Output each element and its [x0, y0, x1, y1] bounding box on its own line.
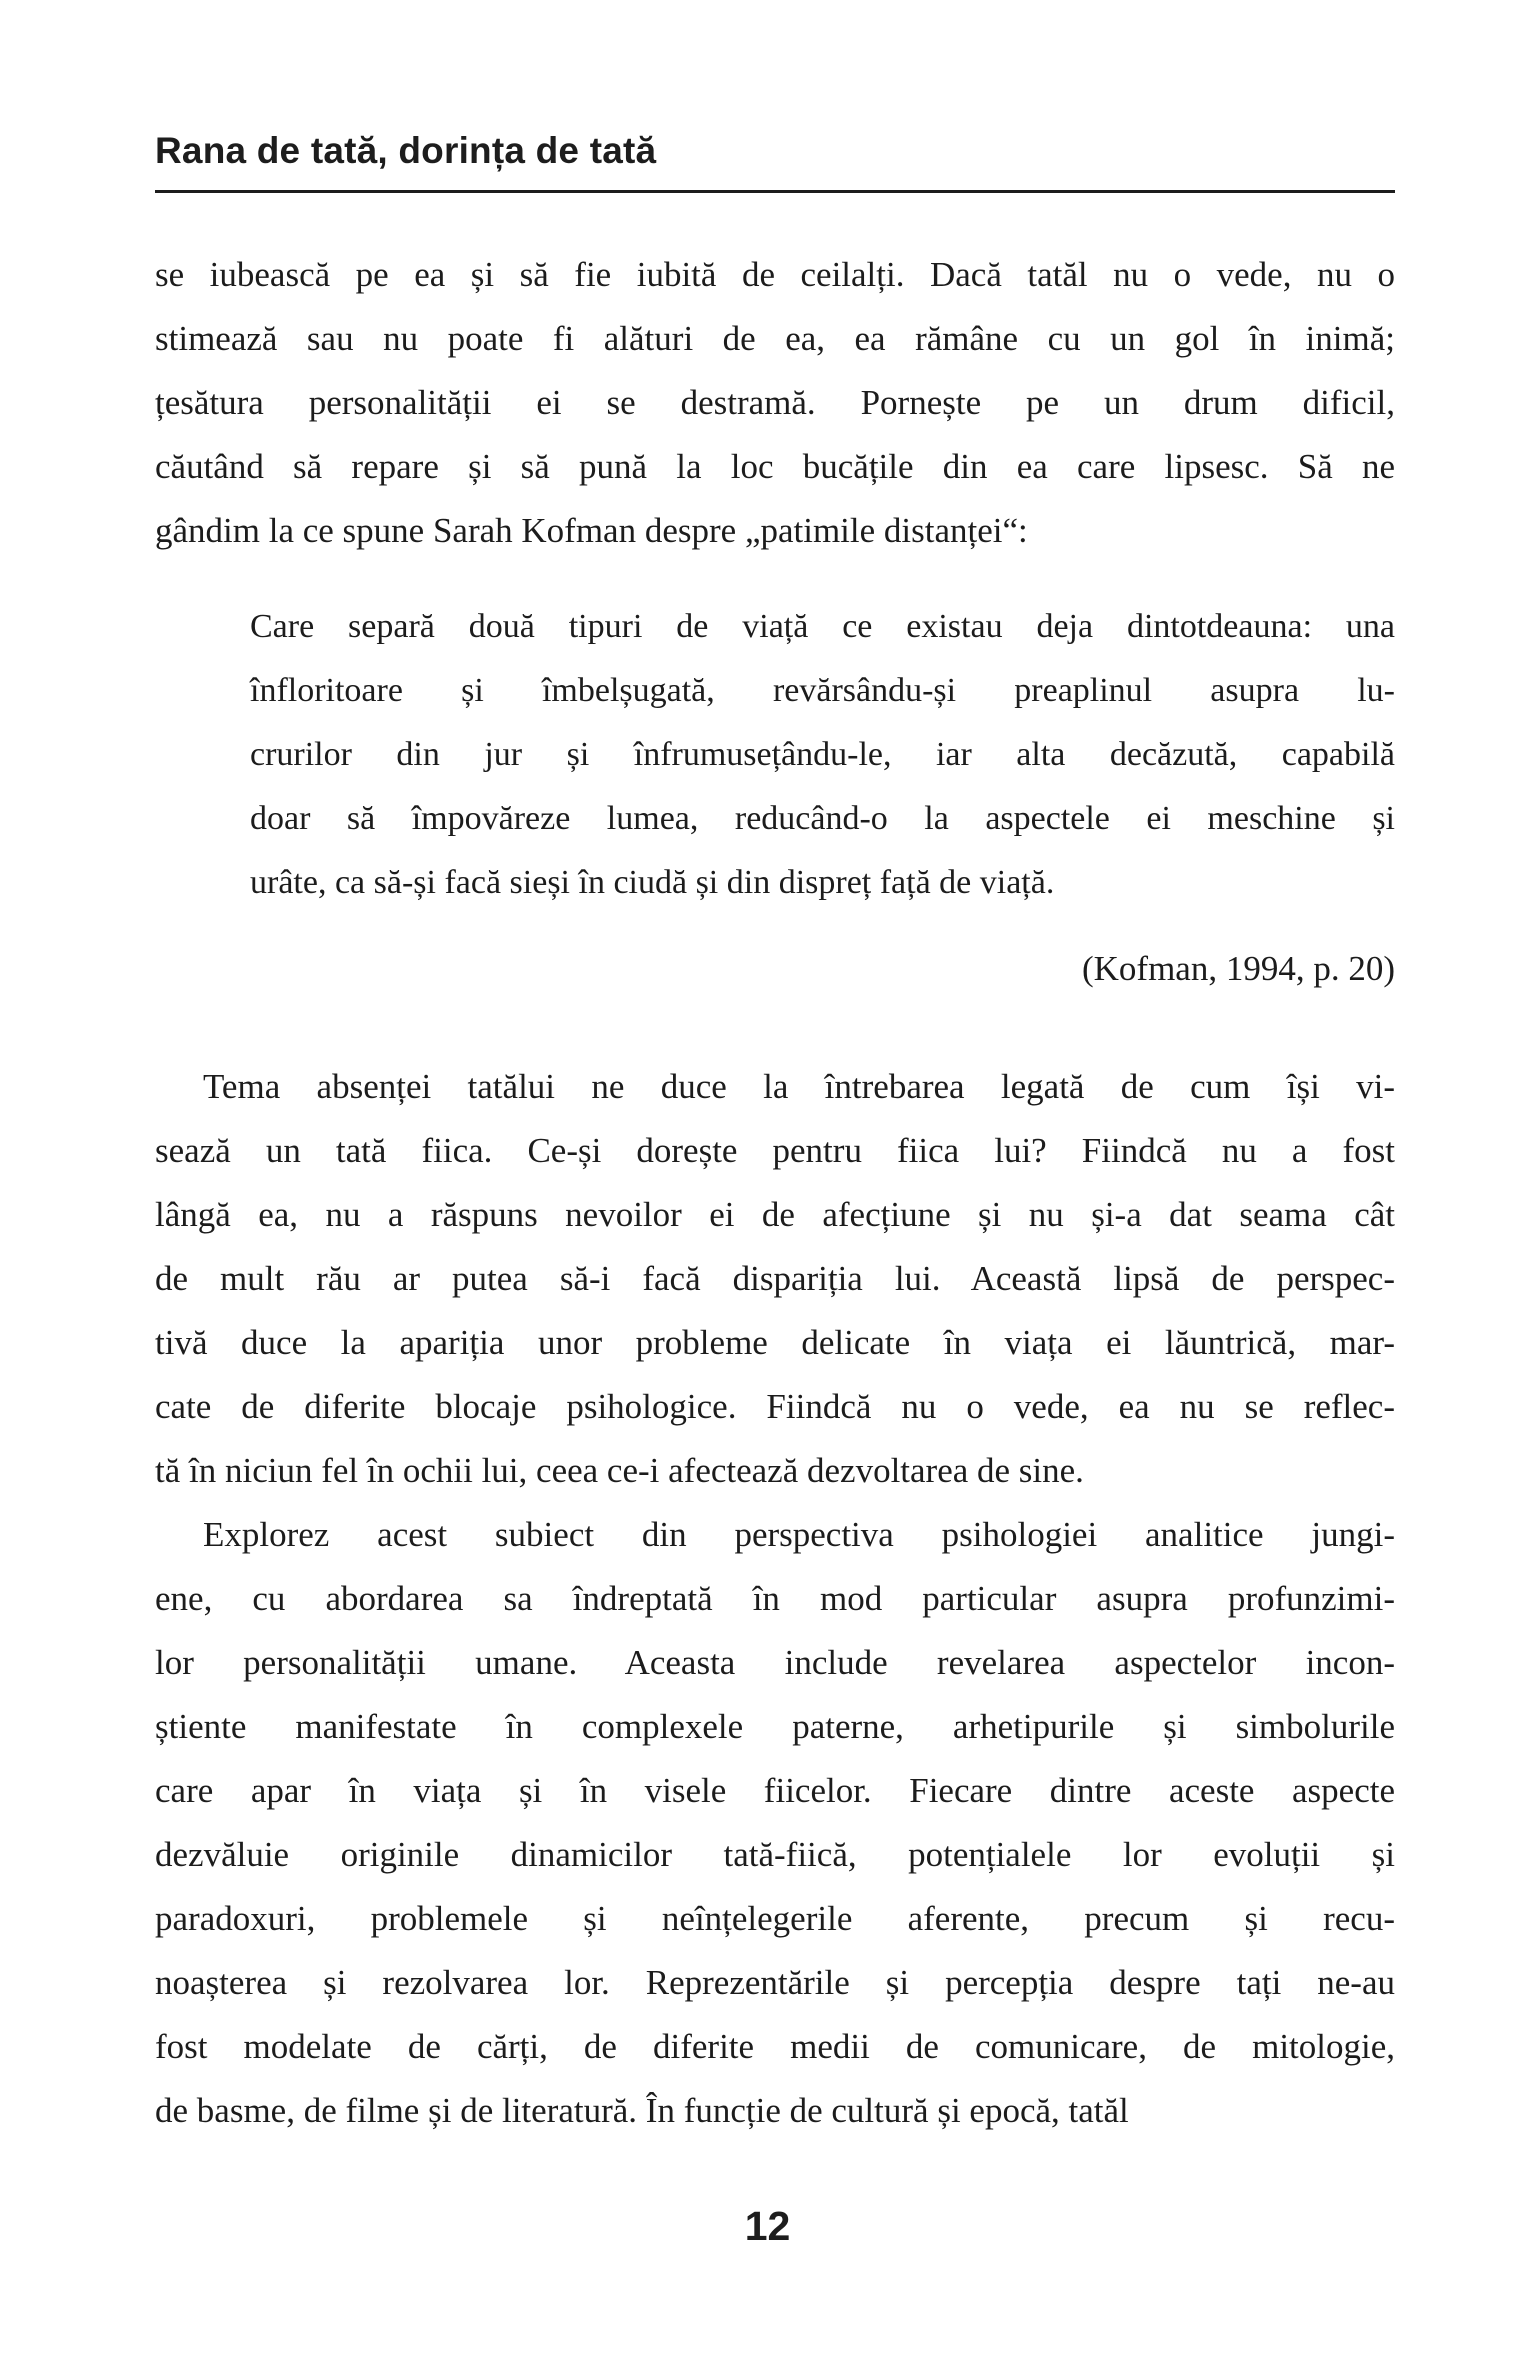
page-body	[155, 243, 1395, 2143]
text-line: (Kofman, 1994, p. 20)	[1081, 949, 1395, 988]
header-rule	[155, 190, 1395, 193]
text-line: Tema absenței tatălui ne duce la întrebarea legată de cum își vi-	[203, 1067, 1395, 1106]
text-line: lângă ea, nu a răspuns nevoilor ei de afecțiune și nu și-a dat seama cât	[155, 1195, 1395, 1234]
body-paragraph	[155, 1503, 1395, 2143]
text-line: ene, cu abordarea sa îndreptată în mod particular asupra profunzimi-	[155, 1579, 1395, 1618]
running-header: Rana de tată, dorința de tată	[155, 130, 657, 171]
text-line: tivă duce la apariția unor probleme delicate în viața ei lăuntrică, mar-	[155, 1323, 1395, 1362]
text-line: știente manifestate în complexele paterne, arhetipurile și simbolurile	[155, 1707, 1395, 1746]
text-line: gândim la ce spune Sarah Kofman despre „patimile distanței“:	[155, 511, 1028, 550]
text-line: înfloritoare și îmbelșugată, revărsându-și preaplinul asupra lu-	[250, 672, 1395, 709]
text-line: sează un tată fiica. Ce-și dorește pentru fiica lui? Fiindcă nu a fost	[155, 1131, 1395, 1170]
text-line: de mult rău ar putea să-i facă dispariția lui. Această lipsă de perspec-	[155, 1259, 1395, 1298]
text-line: stimează sau nu poate fi alături de ea, ea rămâne cu un gol în inimă;	[155, 319, 1395, 358]
text-line: doar să împovăreze lumea, reducând-o la aspectele ei meschine și	[250, 800, 1395, 837]
body-paragraph	[155, 1055, 1395, 1503]
text-line: țesătura personalității ei se destramă. Pornește pe un drum dificil,	[155, 383, 1395, 422]
block-quote	[250, 595, 1395, 915]
text-line: Care separă două tipuri de viață ce existau deja dintotdeauna: una	[250, 608, 1395, 645]
text-line: cate de diferite blocaje psihologice. Fiindcă nu o vede, ea nu se reflec-	[155, 1387, 1395, 1426]
text-line: paradoxuri, problemele și neînțelegerile aferente, precum și recu-	[155, 1899, 1395, 1938]
text-line: urâte, ca să-și facă sieși în ciudă și din dispreț față de viață.	[250, 864, 1055, 901]
text-line: crurilor din jur și înfrumusețându-le, iar alta decăzută, capabilă	[250, 736, 1395, 773]
text-line: lor personalității umane. Aceasta include revelarea aspectelor incon-	[155, 1643, 1395, 1682]
text-line: se iubească pe ea și să fie iubită de ceilalți. Dacă tatăl nu o vede, nu o	[155, 255, 1395, 294]
text-line: căutând să repare și să pună la loc bucățile din ea care lipsesc. Să ne	[155, 447, 1395, 486]
text-line: noașterea și rezolvarea lor. Reprezentările și percepția despre tați ne-au	[155, 1963, 1395, 2002]
text-line: care apar în viața și în visele fiicelor. Fiecare dintre aceste aspecte	[155, 1771, 1395, 1810]
text-line: tă în niciun fel în ochii lui, ceea ce-i afectează dezvoltarea de sine.	[155, 1451, 1084, 1490]
page-number: 12	[744, 2203, 791, 2249]
text-line: dezvăluie originile dinamicilor tată-fiică, potențialele lor evoluții și	[155, 1835, 1395, 1874]
text-column	[155, 128, 1395, 2143]
text-line: de basme, de filme și de literatură. În funcție de cultură și epocă, tatăl	[155, 2091, 1129, 2130]
quote-citation	[155, 937, 1395, 1001]
text-line: fost modelate de cărți, de diferite medii de comunicare, de mitologie,	[155, 2027, 1395, 2066]
text-line: Explorez acest subiect din perspectiva psihologiei analitice jungi-	[203, 1515, 1395, 1554]
body-paragraph	[155, 243, 1395, 563]
